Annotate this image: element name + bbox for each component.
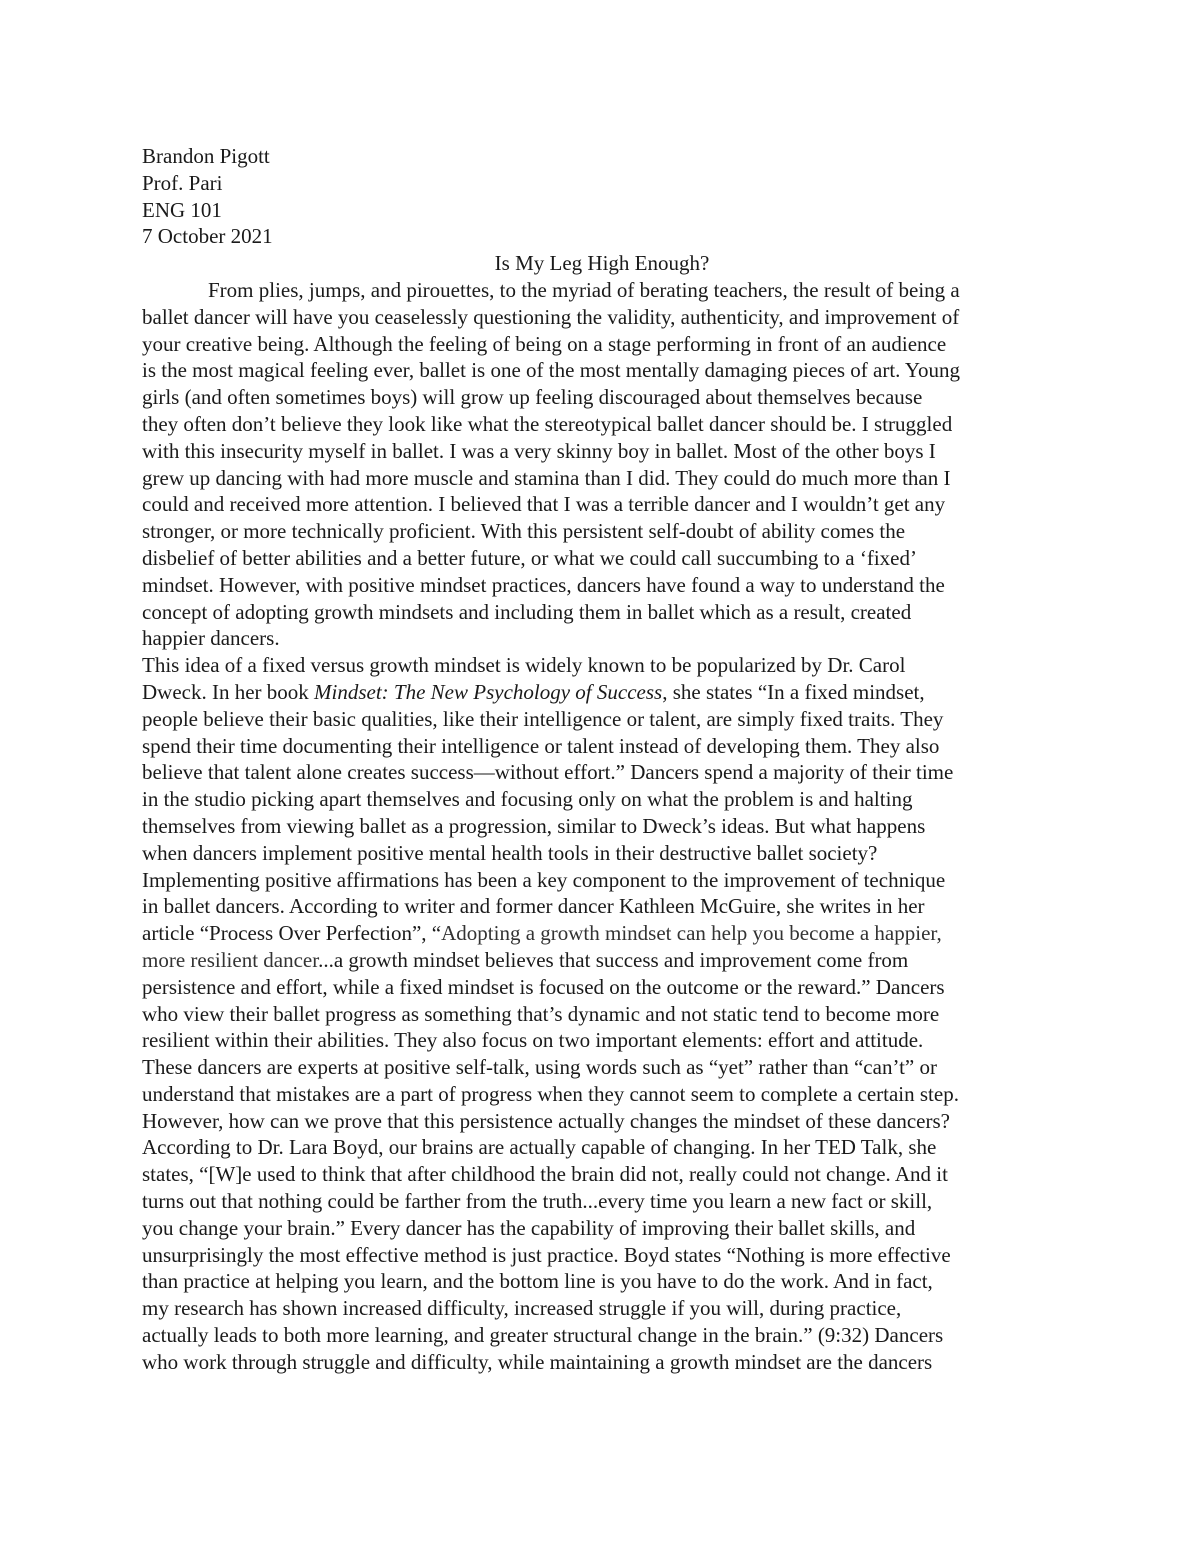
text-run: , she states “In a fixed mindset, xyxy=(662,679,925,704)
paragraph-line: is the most magical feeling ever, ballet is one of the most mentally damaging pieces of art. Young xyxy=(142,358,960,383)
professor-name: Prof. Pari xyxy=(142,170,223,195)
paragraph-line: actually leads to both more learning, and greater structural change in the brain.” (9:32) Dancers xyxy=(142,1323,944,1348)
paragraph-line: stronger, or more technically proficient. With this persistent self-doubt of ability comes the xyxy=(142,519,906,544)
paragraph-line: mindset. However, with positive mindset practices, dancers have found a way to understand the xyxy=(142,572,945,597)
text-run: ...a growth mindset believes that success and improvement come from xyxy=(318,947,909,972)
document-page xyxy=(142,143,1062,1376)
essay-title: Is My Leg High Enough? xyxy=(494,251,710,276)
paragraph-line: unsurprisingly the most effective method is just practice. Boyd states “Nothing is more effective xyxy=(142,1242,951,1267)
paragraph-line: when dancers implement positive mental health tools in their destructive ballet society? xyxy=(142,840,878,865)
paragraph-line: understand that mistakes are a part of progress when they cannot seem to complete a certain step. xyxy=(142,1081,959,1106)
paragraph-line: This idea of a fixed versus growth mindset is widely known to be popularized by Dr. Carol xyxy=(142,653,906,678)
paragraph-line: From plies, jumps, and pirouettes, to the myriad of berating teachers, the result of being a xyxy=(208,277,960,302)
essay-date: 7 October 2021 xyxy=(142,224,273,249)
paragraph-line: spend their time documenting their intelligence or talent instead of developing them. They also xyxy=(142,733,940,758)
paragraph-line: girls (and often sometimes boys) will grow up feeling discouraged about themselves because xyxy=(142,385,923,410)
text-run: Dweck. In her book xyxy=(142,679,315,704)
paragraph-line: These dancers are experts at positive self-talk, using words such as “yet” rather than “can’t” or xyxy=(142,1055,937,1080)
paragraph-line: persistence and effort, while a fixed mindset is focused on the outcome or the reward.” Dancers xyxy=(142,974,945,999)
author-name: Brandon Pigott xyxy=(142,144,270,168)
paragraph-line xyxy=(142,947,1062,974)
paragraph-line: concept of adopting growth mindsets and including them in ballet which as a result, created xyxy=(142,599,912,624)
paragraph-line: people believe their basic qualities, like their intelligence or talent, are simply fixed traits. They xyxy=(142,706,944,731)
paragraph-line: with this insecurity myself in ballet. I was a very skinny boy in ballet. Most of the other boys I xyxy=(142,438,936,463)
paragraph-line: happier dancers. xyxy=(142,626,280,651)
paragraph-line: turns out that nothing could be farther from the truth...every time you learn a new fact or skill, xyxy=(142,1189,933,1214)
paragraph-line: resilient within their abilities. They also focus on two important elements: effort and attitude. xyxy=(142,1028,924,1053)
paragraph-line: my research has shown increased difficulty, increased struggle if you will, during practice, xyxy=(142,1296,902,1321)
paragraph-line: in ballet dancers. According to writer and former dancer Kathleen McGuire, she writes in her xyxy=(142,894,925,919)
paragraph-line: Implementing positive affirmations has been a key component to the improvement of technique xyxy=(142,867,946,892)
paragraph-line: in the studio picking apart themselves and focusing only on what the problem is and halting xyxy=(142,787,913,812)
paragraph-1 xyxy=(142,277,1062,652)
paragraph-line: disbelief of better abilities and a better future, or what we could call succumbing to a ‘fixed’ xyxy=(142,545,917,570)
paragraph-line: who view their ballet progress as something that’s dynamic and not static tend to become more xyxy=(142,1001,940,1026)
book-title: Mindset: The New Psychology of Success xyxy=(314,679,663,704)
quoted-text: more resilient dancer xyxy=(142,947,319,972)
paragraph-line: they often don’t believe they look like what the stereotypical ballet dancer should be. I struggled xyxy=(142,411,953,436)
heading-block xyxy=(142,143,1062,250)
paragraph-line: grew up dancing with had more muscle and stamina than I did. They could do much more than I xyxy=(142,465,951,490)
paragraph-line: could and received more attention. I believed that I was a terrible dancer and I wouldn’t get any xyxy=(142,492,946,517)
paragraph-line: However, how can we prove that this persistence actually changes the mindset of these dancers? xyxy=(142,1108,950,1133)
paragraph-line: you change your brain.” Every dancer has the capability of improving their ballet skills, and xyxy=(142,1215,916,1240)
paragraph-line: ballet dancer will have you ceaselessly questioning the validity, authenticity, and improvement of xyxy=(142,304,960,329)
paragraph-line: your creative being. Although the feeling of being on a stage performing in front of an audience xyxy=(142,331,947,356)
paragraph-line: believe that talent alone creates success—without effort.” Dancers spend a majority of their time xyxy=(142,760,954,785)
paragraph-line: According to Dr. Lara Boyd, our brains are actually capable of changing. In her TED Talk, she xyxy=(142,1135,937,1160)
paragraph-line xyxy=(142,679,1062,706)
paragraph-2 xyxy=(142,652,1062,1376)
paragraph-line: themselves from viewing ballet as a progression, similar to Dweck’s ideas. But what happens xyxy=(142,813,926,838)
quoted-text: Adopting a growth mindset can help you become a happier, xyxy=(441,921,942,946)
text-run: article “Process Over Perfection”, “ xyxy=(142,921,442,946)
paragraph-line: states, “[W]e used to think that after childhood the brain did not, really could not change. And it xyxy=(142,1162,948,1187)
course-name: ENG 101 xyxy=(142,197,222,222)
paragraph-line: than practice at helping you learn, and the bottom line is you have to do the work. And in fact, xyxy=(142,1269,933,1294)
paragraph-line: who work through struggle and difficulty, while maintaining a growth mindset are the dancers xyxy=(142,1349,933,1374)
paragraph-line xyxy=(142,920,1062,947)
